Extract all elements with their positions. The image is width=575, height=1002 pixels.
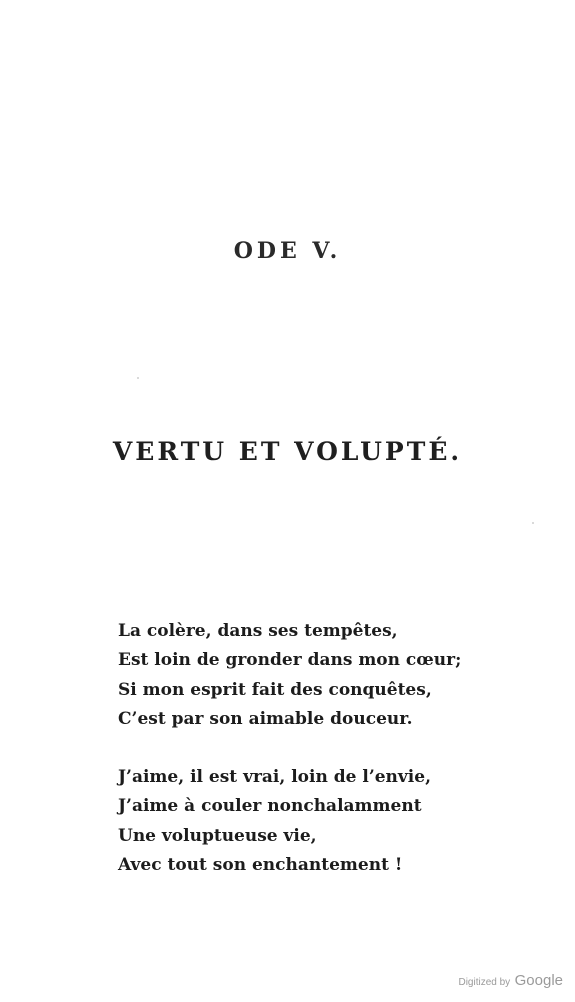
verse-line: J’aime, il est vrai, loin de l’envie, [118, 767, 431, 787]
verse-line: Avec tout son enchantement ! [118, 854, 403, 875]
stanza-2 [118, 763, 538, 880]
verse-line: Est loin de gronder dans mon cœur; [118, 650, 462, 671]
poem-title: VERTU ET VOLUPTÉ. [112, 437, 463, 466]
ode-heading: ODE V. [233, 238, 342, 264]
verse-line: La colère, dans ses tempêtes, [118, 621, 398, 641]
verse-line: J’aime à couler nonchalamment [118, 796, 422, 817]
stanza-1 [118, 617, 538, 734]
watermark-brand: Google [514, 972, 563, 989]
verse-line: Une voluptueuse vie, [118, 825, 317, 846]
watermark-prefix: Digitized by [458, 977, 511, 988]
digitized-watermark [458, 972, 563, 990]
verse-line: Si mon esprit fait des conquêtes, [118, 679, 432, 700]
paper-speck [532, 522, 534, 524]
paper-speck [137, 377, 139, 379]
verse-line: C’est par son aimable douceur. [118, 708, 413, 729]
